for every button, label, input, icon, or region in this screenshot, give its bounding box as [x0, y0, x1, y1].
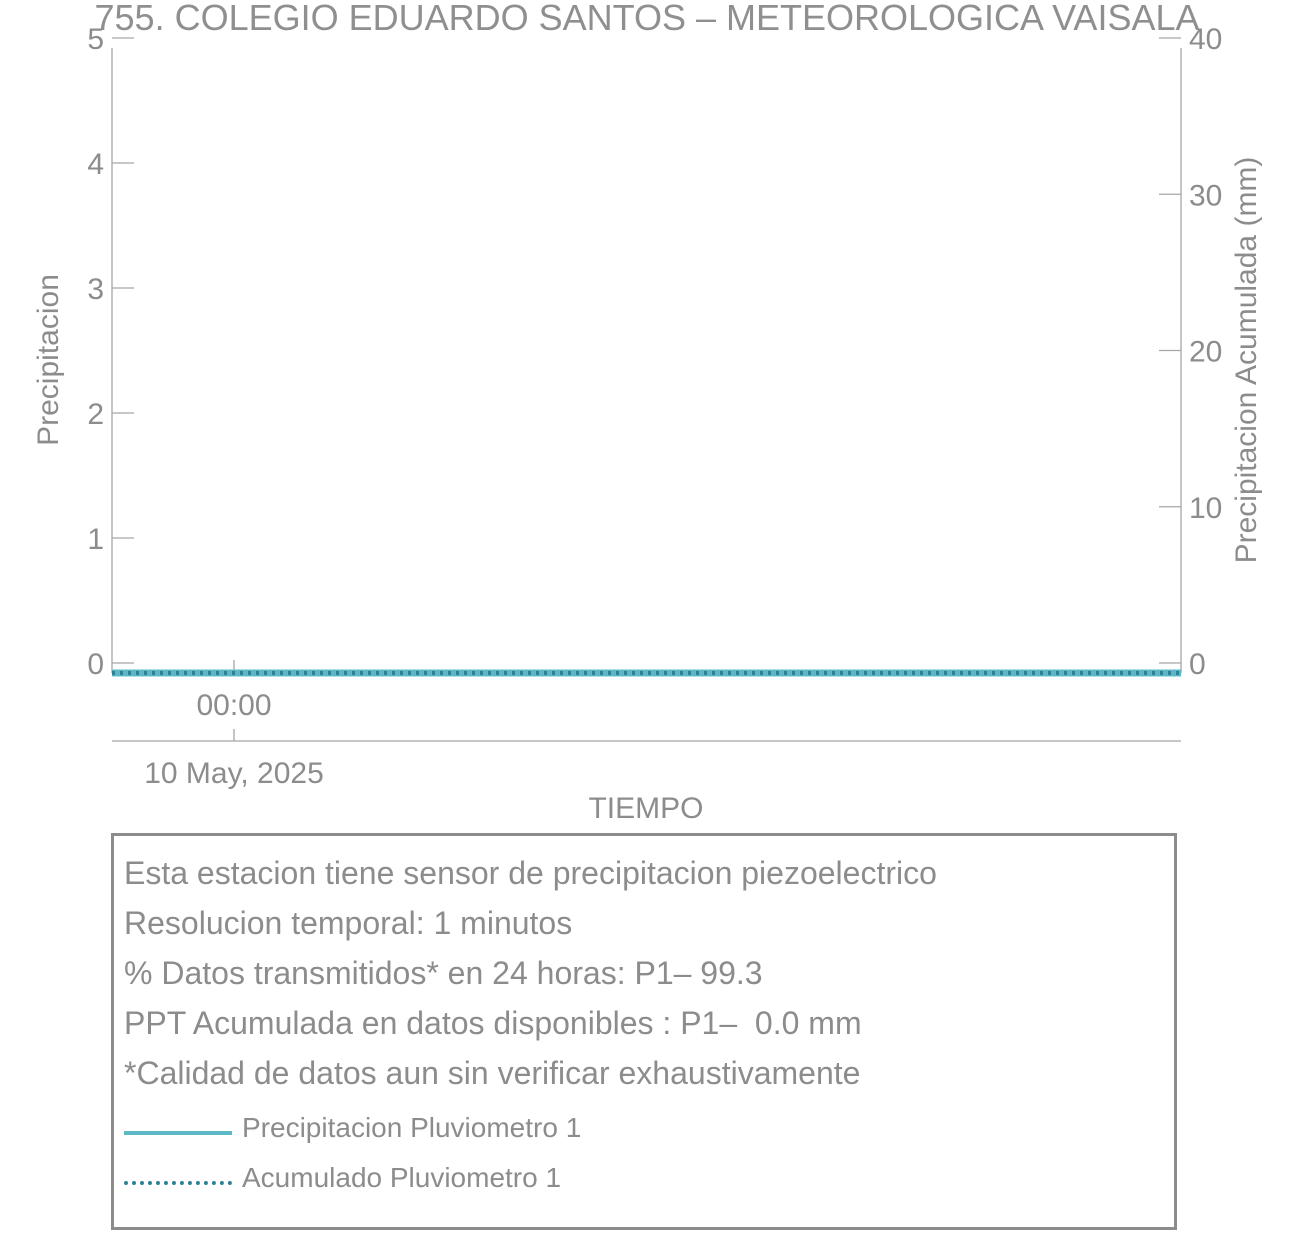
left-tick-label: 0: [87, 648, 104, 681]
right-axis-label: Precipitacion Acumulada (mm): [1230, 156, 1263, 564]
legend-item-precipitation: [124, 1103, 1164, 1153]
left-tick-label: 5: [87, 23, 104, 56]
solid-line-swatch: [124, 1118, 232, 1138]
x-axis: [112, 660, 1181, 790]
info-line-transmitted: % Datos transmitidos* en 24 horas: P1– 99.3: [124, 955, 763, 991]
left-tick-label: 1: [87, 523, 104, 556]
right-tick-label: 0: [1189, 648, 1206, 681]
legend-label-precipitation: Precipitacion Pluviometro 1: [242, 1112, 582, 1143]
right-tick-label: 20: [1189, 335, 1223, 369]
left-tick-label: 2: [87, 398, 104, 431]
left-tick-label: 3: [87, 273, 104, 306]
right-tick-label: 40: [1189, 23, 1223, 56]
dotted-line-swatch: [124, 1168, 232, 1188]
info-line-sensor: Esta estacion tiene sensor de precipitacion piezoelectrico: [124, 855, 937, 891]
x-tick-label-time: 00:00: [196, 689, 272, 722]
chart-title: 755. COLEGIO EDUARDO SANTOS – METEOROLOGICA VAISALA: [94, 0, 1200, 38]
x-axis-label: TIEMPO: [588, 792, 704, 825]
info-panel: [111, 833, 1177, 1230]
right-y-axis: [1159, 23, 1222, 681]
left-axis-label: Precipitacion: [32, 274, 65, 446]
legend-item-accumulated: [124, 1153, 1164, 1203]
info-line-resolution: Resolucion temporal: 1 minutos: [124, 905, 573, 941]
info-line-quality-note: *Calidad de datos aun sin verificar exhaustivamente: [124, 1055, 861, 1091]
right-tick-label: 10: [1189, 491, 1223, 525]
legend-label-accumulated: Acumulado Pluviometro 1: [242, 1162, 562, 1193]
left-tick-label: 4: [87, 148, 104, 181]
left-y-axis: [87, 23, 134, 681]
right-tick-label: 30: [1189, 179, 1223, 213]
x-tick-label-date: 10 May, 2025: [144, 757, 324, 790]
info-line-accumulated: PPT Acumulada en datos disponibles : P1– 0.0 mm: [124, 1005, 862, 1041]
